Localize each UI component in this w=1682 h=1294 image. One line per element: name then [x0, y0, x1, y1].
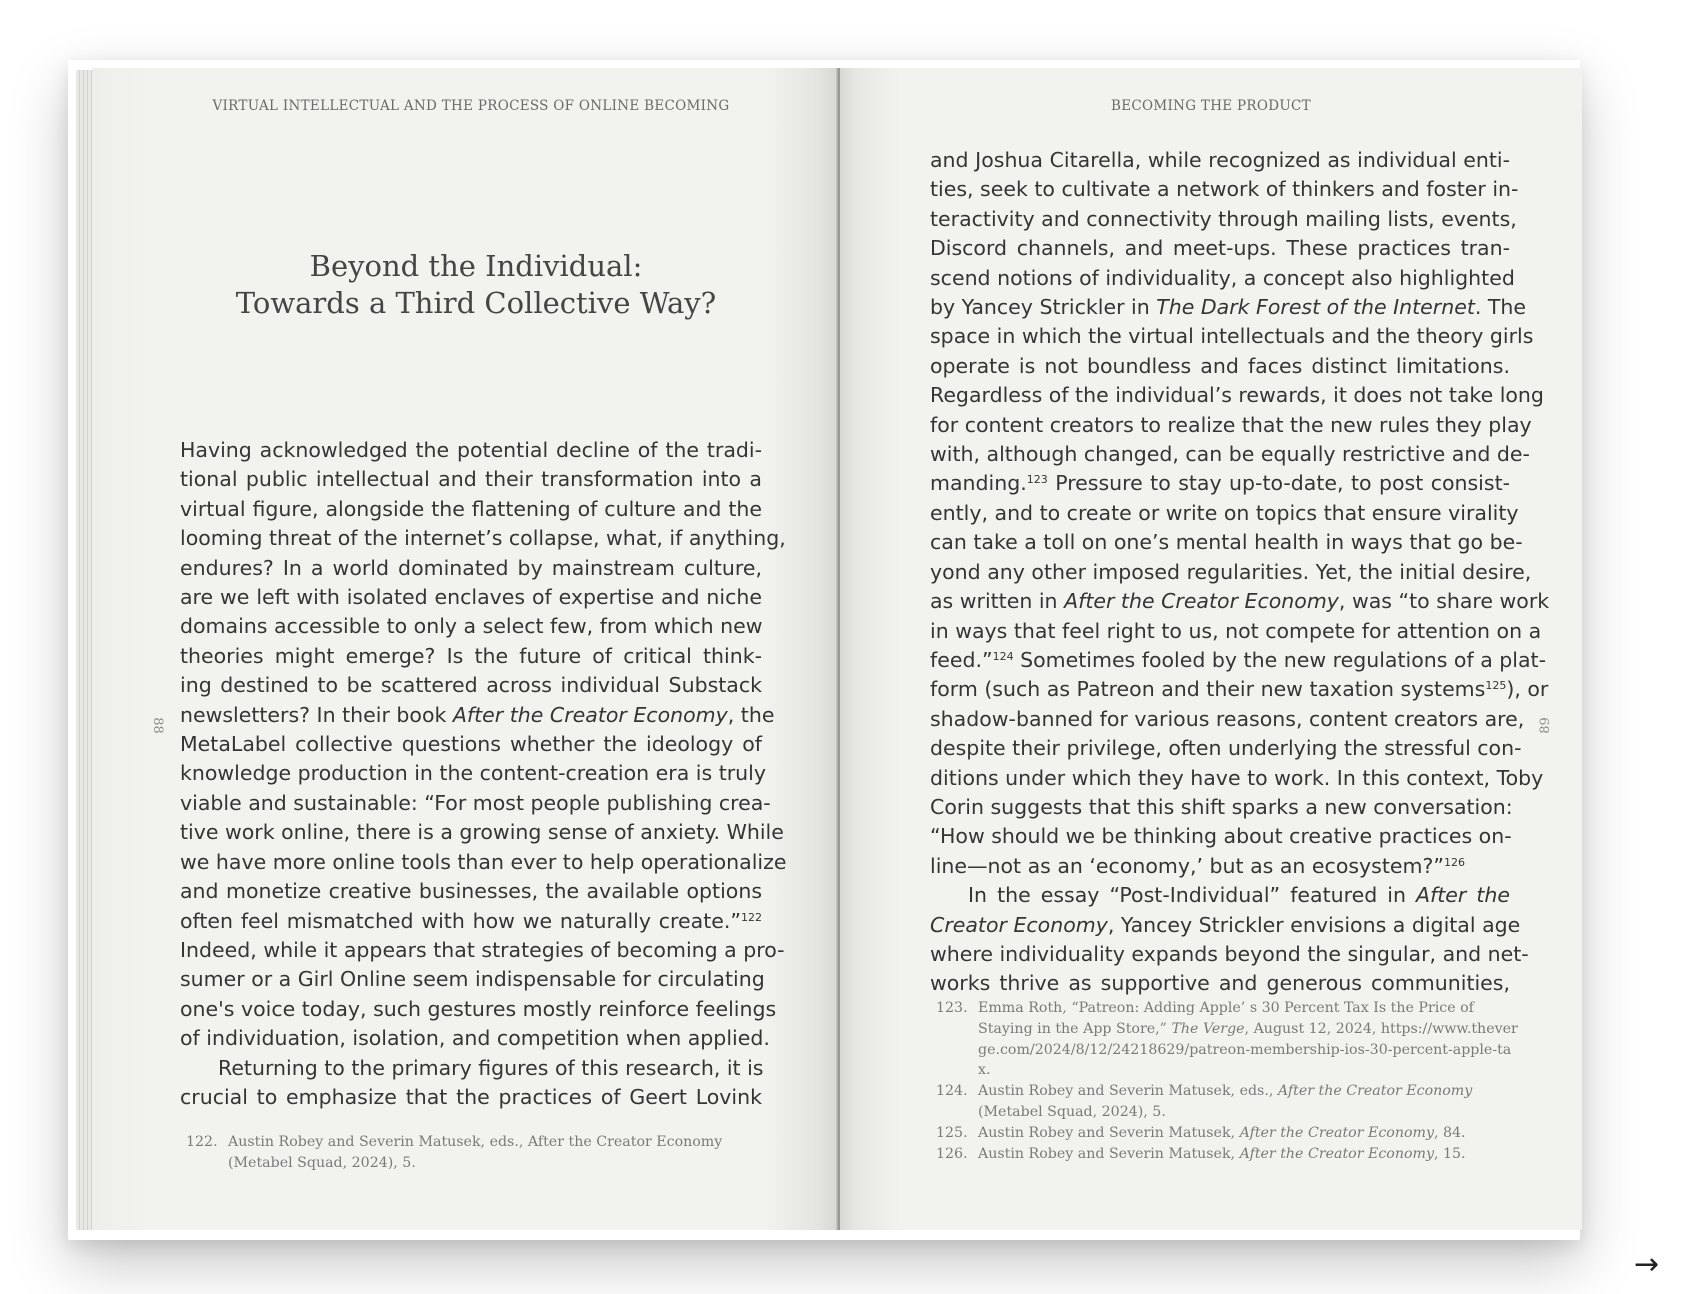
right-running-head: BECOMING THE PRODUCT — [1111, 98, 1311, 114]
book-title: After the Creator Economy — [1064, 589, 1339, 614]
text-line: one's voice today, such gestures mostly reinforce feelings — [180, 996, 777, 1021]
footnote — [186, 1132, 746, 1174]
text-run: , Yancey Strickler envisions a digital age — [1107, 912, 1521, 937]
text-line — [930, 881, 1510, 910]
footnote — [936, 998, 1518, 1081]
footnote — [936, 1144, 1518, 1165]
text-line: ties, seek to cultivate a network of thinkers and foster in- — [930, 177, 1519, 202]
text-run: ), or — [1506, 677, 1549, 702]
footnote-number: 123. — [936, 1000, 968, 1016]
footnote-italic: After the Creator Economy — [1239, 1145, 1434, 1162]
footnote-text-run: , 15. — [1433, 1145, 1466, 1162]
text-line — [930, 675, 1549, 704]
text-line: despite their privilege, often underlying the stressful con- — [930, 736, 1522, 761]
chapter-title-line-2: Towards a Third Collective Way? — [235, 286, 717, 320]
text-line: ditions under which they have to work. In this context, Toby — [930, 765, 1544, 790]
footnote-ref: 122 — [741, 910, 762, 924]
text-line: in ways that feel right to us, not compete for attention on a — [930, 618, 1542, 643]
text-run: line—not as an ‘economy,’ but as an ecosystem?” — [930, 853, 1444, 878]
chapter-title-line-1: Beyond the Individual: — [309, 249, 643, 283]
text-line: viable and sustainable: “For most people publishing crea- — [180, 790, 771, 815]
footnote-text-run: (Metabel Squad, 2024), 5. — [978, 1103, 1166, 1120]
left-footnotes — [186, 1132, 746, 1174]
text-line: Returning to the primary figures of this research, it is — [218, 1055, 764, 1080]
text-line: domains accessible to only a select few, from which new — [180, 614, 763, 639]
text-line: MetaLabel collective questions whether the ideology of — [180, 732, 762, 757]
text-line: yond any other imposed regularities. Yet, the initial desire, — [930, 559, 1532, 584]
left-page-number: 88 — [149, 717, 165, 734]
text-line: tional public intellectual and their transformation into a — [180, 467, 762, 492]
footnote-number: 124. — [936, 1083, 968, 1100]
text-line: shadow-banned for various reasons, content creators are, — [930, 706, 1525, 731]
footnote-number: 122. — [186, 1134, 218, 1150]
footnote-text: Austin Robey and Severin Matusek, eds., After the Creator Economy (Metabel Squad, 2024), 5. — [228, 1134, 723, 1171]
text-line: scend notions of individuality, a concept also highlighted — [930, 265, 1515, 290]
footnote-number: 125. — [936, 1124, 968, 1141]
text-run: form (such as Patreon and their new taxation systems — [930, 677, 1486, 702]
text-line: ing destined to be scattered across individual Substack — [180, 673, 762, 698]
text-line: we have more online tools than ever to help operationalize — [180, 849, 787, 874]
chapter-title — [152, 248, 800, 322]
footnote-ref: 123 — [1026, 473, 1048, 487]
text-run: as written in — [930, 589, 1058, 614]
footnote-text — [978, 1125, 1466, 1141]
text-line: teractivity and connectivity through mailing lists, events, — [930, 206, 1517, 231]
right-footnotes — [936, 998, 1518, 1164]
text-line — [180, 701, 775, 730]
text-run: , was “to share work — [1338, 589, 1550, 614]
footnote-text — [978, 1083, 1472, 1120]
text-line: Corin suggests that this shift sparks a new conversation: — [930, 794, 1513, 819]
text-run: In the essay “Post-Individual” featured in — [968, 883, 1406, 908]
footnote-text-run: Austin Robey and Severin Matusek, — [978, 1124, 1240, 1141]
text-line: Regardless of the individual’s rewards, it does not take long — [930, 383, 1544, 408]
book-title: After the — [1415, 883, 1510, 908]
footnote — [936, 1081, 1518, 1123]
footnote-ref: 125 — [1485, 679, 1507, 693]
book-title: Creator Economy — [930, 912, 1108, 937]
text-line: where individuality expands beyond the singular, and net- — [930, 941, 1529, 966]
text-line: and monetize creative businesses, the available options — [180, 879, 762, 904]
text-line — [930, 293, 1527, 322]
text-line: for content creators to realize that the new rules they play — [930, 412, 1532, 437]
text-line: virtual figure, alongside the flattening of culture and the — [180, 496, 762, 521]
next-arrow-icon[interactable]: → — [1634, 1247, 1660, 1282]
text-run: often feel mismatched with how we naturally create.” — [180, 908, 741, 933]
text-line: “How should we be thinking about creative practices on- — [930, 824, 1512, 849]
text-line: and Joshua Citarella, while recognized as individual enti- — [930, 148, 1510, 172]
text-line: looming threat of the internet’s collapse, what, if anything, — [180, 526, 786, 551]
text-line — [930, 587, 1550, 616]
text-line — [930, 646, 1546, 675]
left-page — [92, 68, 840, 1230]
text-line: works thrive as supportive and generous communities, — [930, 971, 1510, 996]
text-line: knowledge production in the content-creation era is truly — [180, 761, 766, 786]
text-line: of individuation, isolation, and competition when applied. — [180, 1026, 770, 1051]
text-line: Discord channels, and meet-ups. These practices tran- — [930, 236, 1510, 261]
text-line: ently, and to create or write on topics that ensure virality — [930, 500, 1519, 525]
footnote-text — [978, 1000, 1518, 1078]
footnote-text-run: , 84. — [1433, 1124, 1466, 1141]
text-line: Indeed, while it appears that strategies of becoming a pro- — [180, 937, 785, 962]
footnote-italic: After the Creator Economy — [1239, 1124, 1434, 1141]
text-line — [930, 911, 1521, 940]
text-run: manding. — [930, 471, 1027, 496]
text-line: tive work online, there is a growing sense of anxiety. While — [180, 820, 784, 845]
text-run: by Yancey Strickler in — [930, 295, 1150, 320]
footnote-italic: The Verge — [1171, 1020, 1245, 1037]
text-line: crucial to emphasize that the practices of Geert Lovink — [180, 1084, 762, 1109]
footnote-text-run: , August 12, 2024, https://www.theverge.com/2024/8/12/24218629/patreon-membership-ios-30-percent-apple-tax. — [978, 1020, 1518, 1079]
text-line: with, although changed, can be equally restrictive and de- — [930, 442, 1530, 467]
text-line: space in which the virtual intellectuals and the theory girls — [930, 324, 1534, 349]
text-run: , the — [727, 702, 775, 727]
text-run: Pressure to stay up-to-date, to post consist- — [1047, 471, 1510, 496]
text-run: newsletters? In their book — [180, 702, 447, 727]
footnote-number: 126. — [936, 1145, 968, 1162]
left-running-head: VIRTUAL INTELLECTUAL AND THE PROCESS OF ONLINE BECOMING — [212, 98, 730, 114]
left-body-text — [180, 436, 787, 1112]
footnote-text-run: Austin Robey and Severin Matusek, eds., — [978, 1083, 1278, 1100]
book-title: The Dark Forest of the Internet — [1156, 295, 1475, 320]
right-page-number: 89 — [1538, 717, 1554, 734]
footnote-italic: After the Creator Economy — [1277, 1083, 1473, 1100]
footnote-ref: 126 — [1443, 855, 1465, 869]
text-line — [930, 469, 1510, 498]
text-line: sumer or a Girl Online seem indispensable for circulating — [180, 967, 765, 992]
footnote — [936, 1123, 1518, 1144]
text-line: theories might emerge? Is the future of critical think- — [180, 643, 762, 668]
footnote-text-run: Austin Robey and Severin Matusek, — [978, 1145, 1240, 1162]
text-run: feed.” — [930, 647, 993, 672]
text-line: can take a toll on one’s mental health in ways that go be- — [930, 530, 1523, 555]
text-line: Having acknowledged the potential decline of the tradi- — [180, 438, 762, 462]
book-title: After the Creator Economy — [452, 702, 728, 727]
text-run: . The — [1474, 295, 1527, 320]
text-run: Sometimes fooled by the new regulations of a plat- — [1013, 647, 1546, 672]
text-line: are we left with isolated enclaves of expertise and niche — [180, 585, 762, 610]
text-line — [180, 907, 762, 936]
footnote-text — [978, 1146, 1466, 1162]
footnote-text-run: Emma Roth, “Patreon: Adding Apple’ s 30 Percent Tax Is the Price of Staying in the App Store,” — [978, 1000, 1474, 1037]
footnote-ref: 124 — [992, 649, 1014, 663]
text-line — [930, 852, 1510, 881]
text-line: endures? In a world dominated by mainstream culture, — [180, 555, 762, 580]
text-line: operate is not boundless and faces distinct limitations. — [930, 353, 1510, 378]
right-page — [840, 68, 1582, 1230]
